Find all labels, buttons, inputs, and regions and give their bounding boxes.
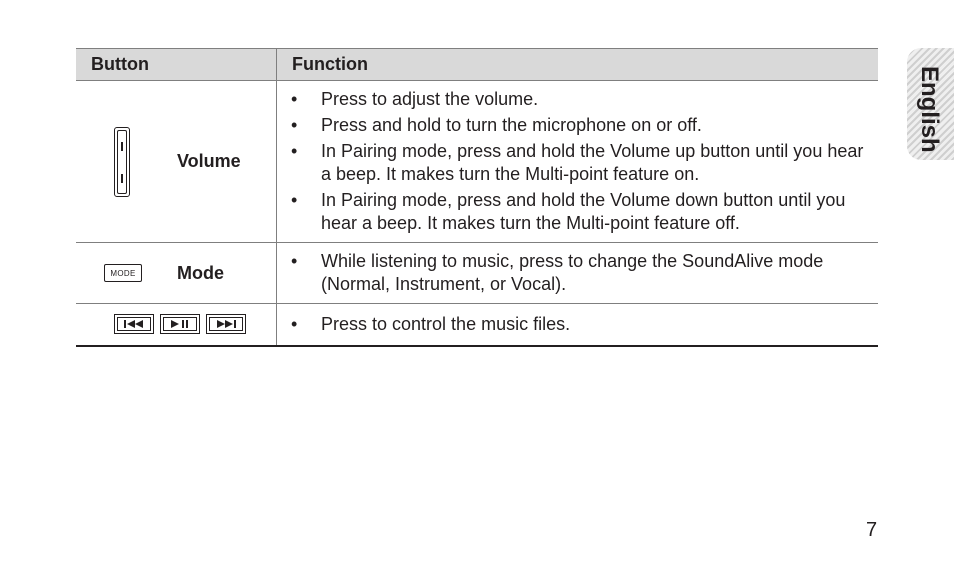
volume-rocker-icon <box>114 127 130 197</box>
play-pause-icon <box>160 314 200 334</box>
function-cell-volume <box>277 81 879 243</box>
table-row <box>76 81 878 243</box>
function-item: • In Pairing mode, press and hold the Volume down button until you hear a beep. It makes turn the Multi-point feature off. <box>291 189 878 235</box>
table-row <box>76 304 878 346</box>
button-label-volume: Volume <box>177 151 241 171</box>
language-tab-label: English <box>916 66 943 153</box>
next-track-icon <box>206 314 246 334</box>
page-number: 7 <box>866 519 878 541</box>
function-item: • In Pairing mode, press and hold the Volume up button until you hear a beep. It makes turn the Multi-point feature on. <box>291 140 878 186</box>
mode-button-icon-text: MODE <box>110 268 136 278</box>
button-label-mode: Mode <box>177 262 224 283</box>
button-cell-media <box>76 304 277 346</box>
mode-button-icon <box>104 264 142 282</box>
function-cell-mode <box>277 243 879 304</box>
button-function-table <box>76 48 878 347</box>
function-item: • While listening to music, press to change the SoundAlive mode (Normal, Instrument, or Vocal). <box>291 250 878 296</box>
function-item: • Press to control the music files. <box>291 313 878 336</box>
table-row <box>76 243 878 304</box>
table-header-row <box>76 49 878 81</box>
previous-track-icon <box>114 314 154 334</box>
function-cell-media <box>277 304 879 346</box>
function-item: • Press and hold to turn the microphone on or off. <box>291 114 878 137</box>
header-function: Function <box>277 49 879 81</box>
function-item: • Press to adjust the volume. <box>291 88 878 111</box>
button-cell-mode <box>76 243 277 304</box>
header-button: Button <box>76 49 277 81</box>
button-cell-volume <box>76 81 277 243</box>
